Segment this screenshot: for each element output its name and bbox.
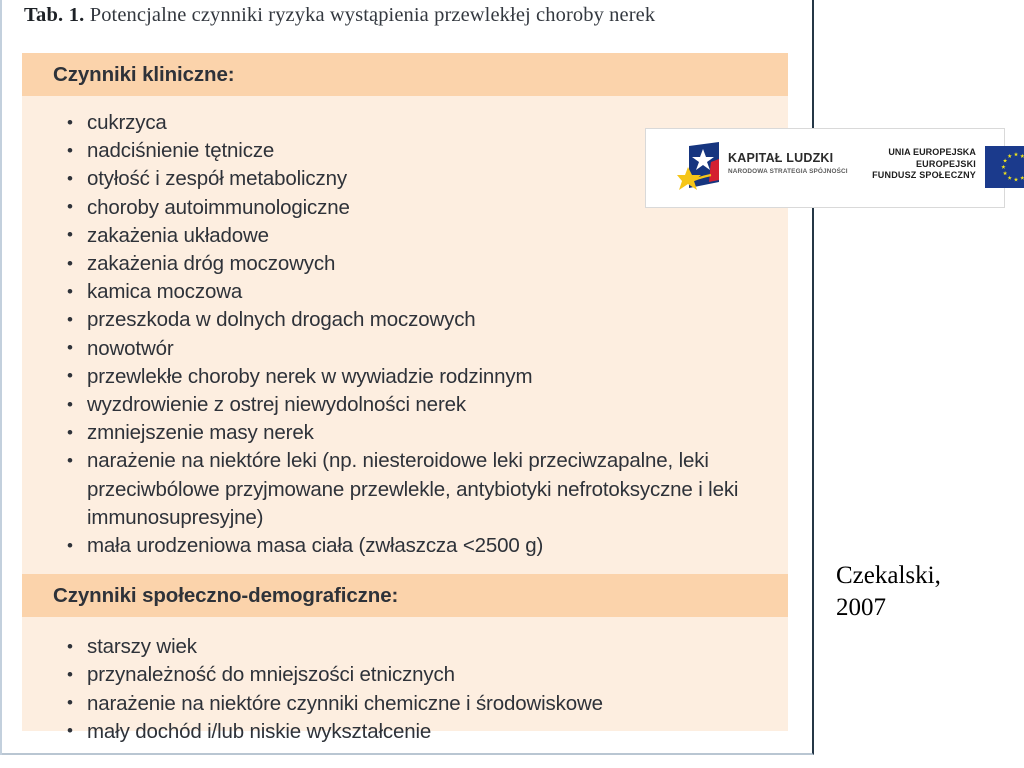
ue-line-3: FUNDUSZ SPOŁECZNY <box>872 170 976 181</box>
list-item: • przynależność do mniejszości etnicznych <box>66 661 777 689</box>
risk-list-sociodemographic <box>22 617 788 746</box>
citation-line-1: Czekalski, <box>836 562 941 589</box>
eu-flag-icon <box>985 146 1024 188</box>
list-item: • zakażenia układowe <box>66 222 777 250</box>
list-item: • przewlekłe choroby nerek w wywiadzie rodzinnym <box>66 363 777 391</box>
funding-logo-strip <box>645 128 1005 208</box>
kapital-ludzki-logo-icon <box>677 142 723 194</box>
list-item: • przeszkoda w dolnych drogach moczowych <box>66 306 777 334</box>
list-item: • narażenie na niektóre czynniki chemiczne i środowiskowe <box>66 690 607 718</box>
ue-line-2: EUROPEJSKI <box>915 158 976 169</box>
list-item: • cukrzyca <box>66 109 777 137</box>
list-item: • kamica moczowa <box>66 278 777 306</box>
list-item: • narażenie na niektóre leki (np. niesteroidowe leki przeciwzapalne, leki przeciwbólowe przyjmowane przewlekle, antybiotyki nefrotoksyczne i leki immunosupresyjne) <box>66 447 777 532</box>
section-heading-clinical: Czynniki kliniczne: <box>22 53 788 96</box>
list-item: • nadciśnienie tętnicze <box>66 137 777 165</box>
list-item: • mała urodzeniowa masa ciała (zwłaszcza <2500 g) <box>66 532 777 560</box>
caption-text: Potencjalne czynniki ryzyka wystąpienia przewlekłej choroby nerek <box>84 4 656 26</box>
list-item: • starszy wiek <box>66 633 777 661</box>
list-item: • mały dochód i/lub niskie wykształcenie <box>66 718 777 746</box>
list-item: • zmniejszenie masy nerek <box>66 419 777 447</box>
table-caption <box>24 3 794 28</box>
list-item: • nowotwór <box>66 335 777 363</box>
figure-left-edge <box>0 0 2 755</box>
citation <box>836 560 1016 624</box>
list-item: • wyzdrowienie z ostrej niewydolności nerek <box>66 391 777 419</box>
list-item: • otyłość i zespół metaboliczny <box>66 165 777 193</box>
unia-europejska-wordmark <box>846 147 976 182</box>
kl-title: KAPITAŁ LUDZKI <box>728 151 834 165</box>
citation-line-2: 2007 <box>836 594 886 621</box>
kl-subtitle: NARODOWA STRATEGIA SPÓJNOŚCI <box>728 168 848 175</box>
list-item: • choroby autoimmunologiczne <box>66 194 777 222</box>
ue-line-1: UNIA EUROPEJSKA <box>888 147 976 157</box>
section-heading-sociodemographic: Czynniki społeczno-demograficzne: <box>22 574 788 617</box>
list-item: • zakażenia dróg moczowych <box>66 250 777 278</box>
caption-label: Tab. 1. <box>24 4 85 26</box>
